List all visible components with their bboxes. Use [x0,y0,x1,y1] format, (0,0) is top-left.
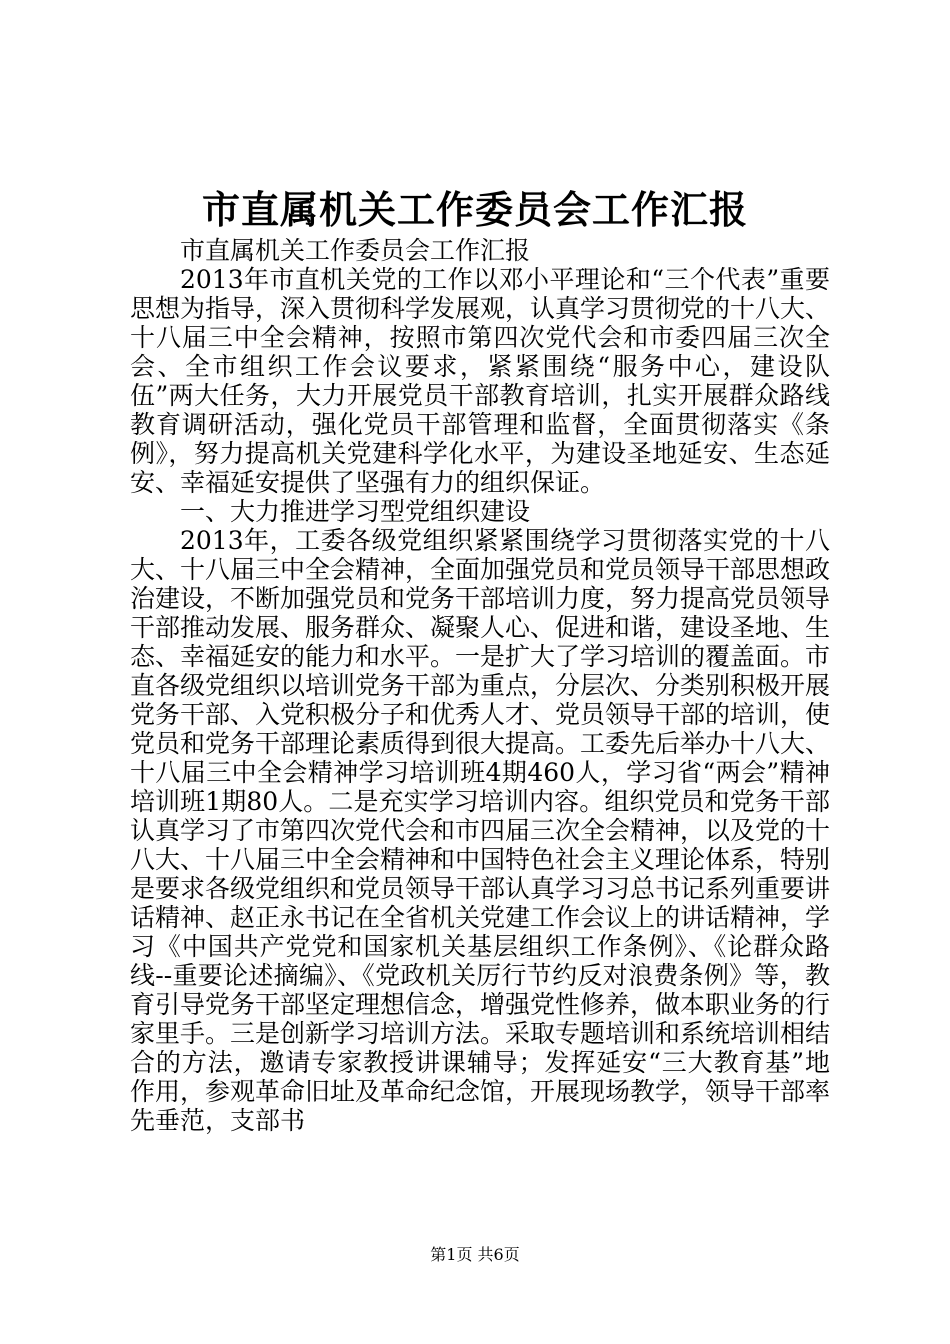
page-footer: 第1页 共6页 [430,1245,520,1264]
document-body [130,236,830,1135]
section-heading-1: 一、大力推进学习型党组织建设 [180,497,531,526]
paragraph-intro: 2013年市直机关党的工作以邓小平理论和“三个代表”重要思想为指导，深入贯彻科学发展观，认真学习贯彻党的十八大、十八届三中全会精神，按照市第四次党代会和市委四届三次全会、全市组织工作会议要求，紧紧围绕“服务中心，建设队伍”两大任务，大力开展党员干部教育培训，扎实开展群众路线教育调研活动，强化党员干部管理和监督，全面贯彻落实《条例》，努力提高机关党建科学化水平，为建设圣地延安、生态延安、幸福延安提供了坚强有力的组织保证。 [130,265,831,497]
paragraph-subtitle: 市直属机关工作委员会工作汇报 [180,236,531,265]
paragraph-section-1: 2013年，工委各级党组织紧紧围绕学习贯彻落实党的十八大、十八届三中全会精神，全面加强党员和党员领导干部思想政治建设，不断加强党员和党务干部培训力度，努力提高党员领导干部推动发展、服务群众、凝聚人心、促进和谐，建设圣地、生态、幸福延安的能力和水平。一是扩大了学习培训的覆盖面。市直各级党组织以培训党务干部为重点，分层次、分类别积极开展党务干部、入党积极分子和优秀人才、党员领导干部的培训，使党员和党务干部理论素质得到很大提高。工委先后举办十八大、十八届三中全会精神学习培训班4期460人，学习省“两会”精神培训班1期80人。二是充实学习培训内容。组织党员和党务干部认真学习了市第四次党代会和市四届三次全会精神，以及党的十八大、十八届三中全会精神和中国特色社会主义理论体系，特别是要求各级党组织和党员领导干部认真学习习总书记系列重要讲话精神、赵正永书记在全省机关党建工作会议上的讲话精神，学习《中国共产党党和国家机关基层组织工作条例》、《论群众路线--重要论述摘编》、《党政机关厉行节约反对浪费条例》等，教育引导党务干部坚定理想信念，增强党性修养，做本职业务的行家里手。三是创新学习培训方法。采取专题培训和系统培训相结合的方法，邀请专家教授讲课辅导；发挥延安“三大教育基”地作用，参观革命旧址及革命纪念馆，开展现场教学，领导干部率先垂范，支部书 [130,526,831,1135]
document-title: 市直属机关工作委员会工作汇报 [201,187,748,232]
